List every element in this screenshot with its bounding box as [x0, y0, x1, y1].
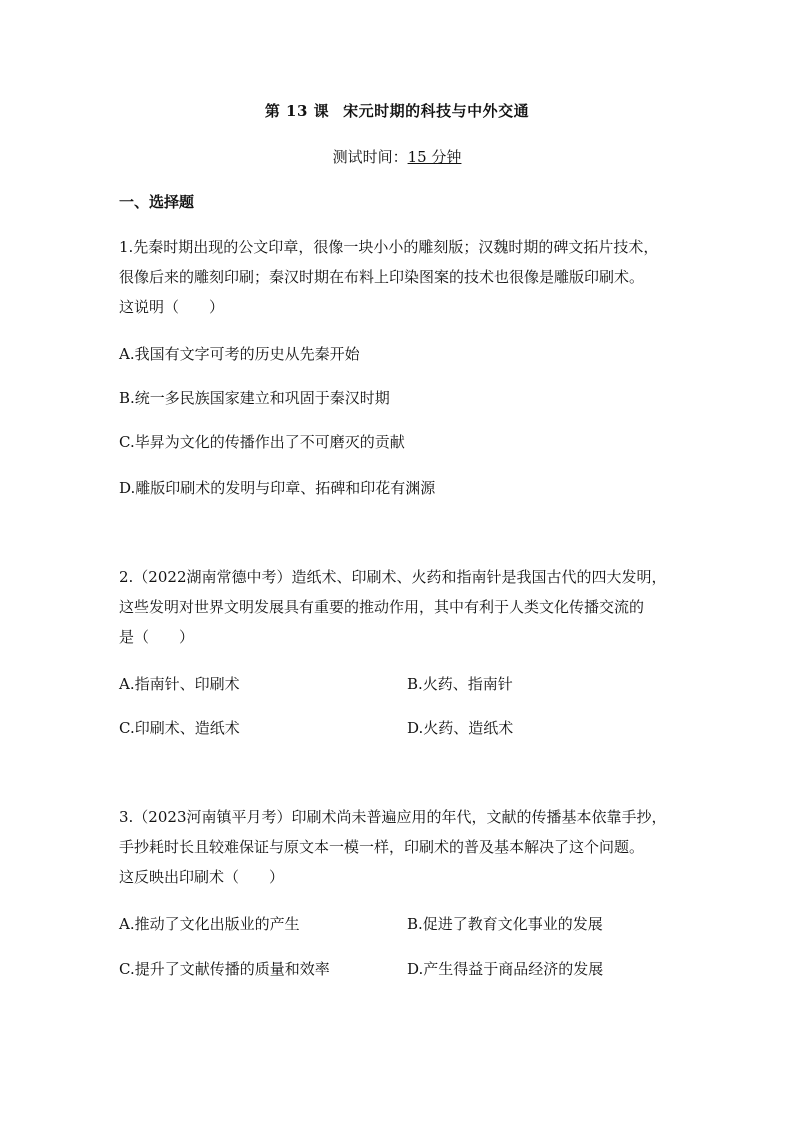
question-1: [119, 232, 684, 322]
option-a[interactable]: A.指南针、印刷术: [119, 675, 240, 693]
option-d[interactable]: D.火药、造纸术: [407, 719, 514, 737]
option-c[interactable]: C.毕昇为文化的传播作出了不可磨灭的贡献: [119, 433, 405, 451]
question-line: 这些发明对世界文明发展具有重要的推动作用，其中有利于人类文化传播交流的: [119, 598, 645, 616]
page-title: [0, 100, 794, 121]
question-line: 很像后来的雕刻印刷；秦汉时期在布料上印染图案的技术也很像是雕版印刷术。: [119, 268, 645, 286]
question-line: 手抄耗时长且较难保证与原文本一模一样，印刷术的普及基本解决了这个问题。: [119, 838, 645, 856]
question-3: [119, 802, 684, 892]
option-d[interactable]: D.产生得益于商品经济的发展: [407, 960, 604, 978]
question-line: 这说明（ ）: [119, 298, 225, 316]
question-line: 2.（2022湖南常德中考）造纸术、印刷术、火药和指南针是我国古代的四大发明，: [119, 568, 667, 586]
question-line: 是（ ）: [119, 628, 195, 646]
option-d[interactable]: D.雕版印刷术的发明与印章、拓碑和印花有渊源: [119, 479, 436, 497]
option-c[interactable]: C.提升了文献传播的质量和效率: [119, 960, 330, 978]
option-b[interactable]: B.火药、指南针: [407, 675, 513, 693]
question-line: 3.（2023河南镇平月考）印刷术尚未普遍应用的年代，文献的传播基本依靠手抄，: [119, 808, 667, 826]
option-a[interactable]: A.推动了文化出版业的产生: [119, 915, 300, 933]
question-line: 1.先秦时期出现的公文印章，很像一块小小的雕刻版；汉魏时期的碑文拓片技术，: [119, 238, 659, 256]
question-2: [119, 562, 684, 652]
option-b[interactable]: B.促进了教育文化事业的发展: [407, 915, 603, 933]
section-heading: 一、选择题: [119, 193, 195, 211]
lesson-number: 第 13 课: [264, 102, 330, 120]
test-time-label: 测试时间：: [332, 148, 408, 166]
option-b[interactable]: B.统一多民族国家建立和巩固于秦汉时期: [119, 389, 390, 407]
question-line: 这反映出印刷术（ ）: [119, 868, 285, 886]
test-time-value: 15 分钟: [407, 148, 462, 166]
test-time: [0, 146, 794, 167]
lesson-topic: 宋元时期的科技与中外交通: [343, 102, 530, 120]
option-a[interactable]: A.我国有文字可考的历史从先秦开始: [119, 345, 360, 363]
option-c[interactable]: C.印刷术、造纸术: [119, 719, 240, 737]
